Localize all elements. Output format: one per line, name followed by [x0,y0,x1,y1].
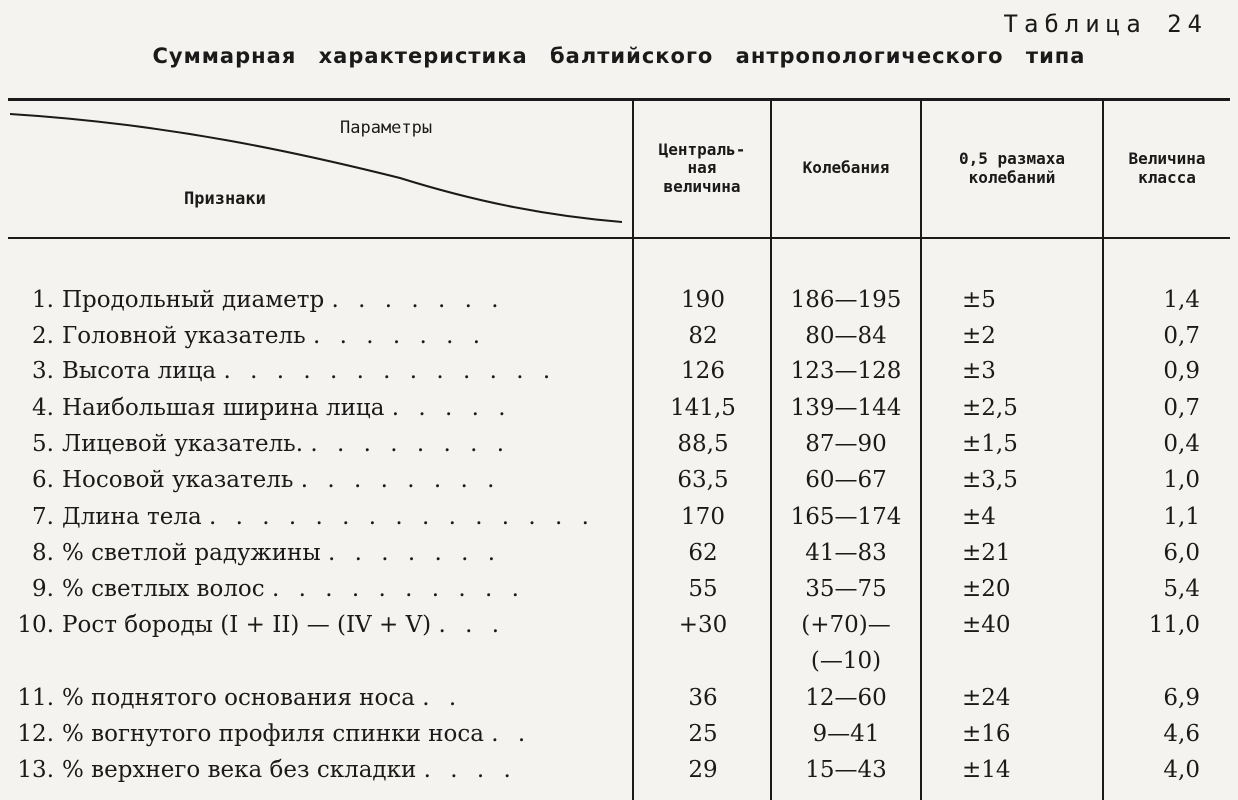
trait-name [62,282,632,318]
header-central-value: Централь- ная величина [658,139,746,196]
header-signs: Признаки [184,189,266,209]
trait-name [62,318,632,354]
class-size-value: 4,6 [1163,721,1200,747]
range-value: 87—90 [805,431,887,457]
trait-name [62,680,632,716]
leader-dots: . . . . . . . . . . . . . [223,358,557,384]
trait-name [62,752,632,788]
trait-label: Продольный диаметр [62,287,325,313]
trait-name [62,353,632,389]
trait-label: % поднятого основания носа [62,685,415,711]
row-number: 5. [32,431,54,457]
table-row [0,318,1238,354]
class-size-value: 0,9 [1163,358,1200,384]
class-size-value: 4,0 [1163,757,1200,783]
class-size-value: 1,4 [1163,287,1200,313]
central-value: 62 [688,540,718,566]
leader-dots: . . . . . . . . . . [271,576,525,602]
leader-dots: . . [491,721,532,747]
table-row [0,426,1238,462]
range-value: 186—195 [790,287,902,313]
trait-label: % верхнего века без складки [62,757,417,783]
half-range-value: ±1,5 [962,431,1018,457]
row-number: 8. [32,540,54,566]
range-value: 80—84 [805,323,887,349]
central-value: 29 [688,757,718,783]
class-size-value: 0,7 [1163,323,1200,349]
table-row [0,571,1238,607]
row-number: 2. [32,323,54,349]
central-value: 36 [688,685,718,711]
header-rule [8,237,1230,239]
row-number: 11. [17,685,54,711]
leader-dots: . . . . . . . . . . . . . . . [208,504,595,530]
header-diagonal-divider [10,108,622,226]
row-number: 9. [32,576,54,602]
half-range-value: ±2 [962,323,996,349]
half-range-value: ±3 [962,358,996,384]
table-row [0,680,1238,716]
header-half-range: 0,5 размаха колебаний [959,149,1065,187]
trait-name [62,390,632,426]
range-value: (+70)— [801,612,891,638]
leader-dots: . . . . . . . [328,540,502,566]
leader-dots: . . . . . . . . [310,431,511,457]
central-value: 63,5 [677,467,729,493]
row-number: 10. [17,612,54,638]
trait-name [62,462,632,498]
table-row [0,607,1238,674]
central-value: 88,5 [677,431,729,457]
trait-label: Длина тела [62,504,202,530]
trait-name [62,571,632,607]
half-range-value: ±20 [962,576,1011,602]
central-value: 55 [688,576,718,602]
header-class-size: Величина класса [1128,149,1206,187]
row-number: 6. [32,467,54,493]
central-value: +30 [678,612,728,638]
table-row [0,462,1238,498]
half-range-value: ±2,5 [962,395,1018,421]
table-row [0,752,1238,788]
table-row [0,353,1238,389]
leader-dots: . . [422,685,463,711]
class-size-value: 11,0 [1148,612,1200,638]
table-row [0,390,1238,426]
row-number: 3. [32,358,54,384]
trait-label: % светлых волос [62,576,265,602]
class-size-value: 5,4 [1163,576,1200,602]
range-value: 41—83 [805,540,887,566]
row-number: 4. [32,395,54,421]
trait-name [62,499,632,535]
row-number: 1. [32,287,54,313]
header-range: Колебания [802,158,890,178]
leader-dots: . . . . . . . . [300,467,501,493]
table-title: Суммарная характеристика балтийского антропологического типа [152,44,1086,68]
table-label: Таблица 24 [1003,10,1208,38]
trait-name [62,535,632,571]
central-value: 82 [688,323,718,349]
trait-label: Лицевой указатель. [62,431,304,457]
leader-dots: . . . . . . . [331,287,505,313]
trait-label: % вогнутого профиля спинки носа [62,721,484,747]
class-size-value: 0,7 [1163,395,1200,421]
range-value: 60—67 [805,467,887,493]
class-size-value: 1,1 [1163,504,1200,530]
table-row [0,535,1238,571]
leader-dots: . . . . . [391,395,512,421]
half-range-value: ±14 [962,757,1011,783]
trait-label: Головной указатель [62,323,306,349]
trait-name [62,426,632,462]
row-number: 7. [32,504,54,530]
range-value: 15—43 [805,757,887,783]
trait-name [62,716,632,752]
central-value: 190 [681,287,725,313]
header-parameters: Параметры [340,118,433,138]
range-value: 9—41 [812,721,880,747]
table-row [0,499,1238,535]
class-size-value: 6,9 [1163,685,1200,711]
central-value: 126 [681,358,725,384]
trait-label: Наибольшая ширина лица [62,395,385,421]
range-value: 35—75 [805,576,887,602]
class-size-value: 6,0 [1163,540,1200,566]
leader-dots: . . . [438,612,506,638]
trait-label: Высота лица [62,358,217,384]
trait-label: % светлой радужины [62,540,321,566]
leader-dots: . . . . . . . [312,323,487,349]
range-value: 165—174 [790,504,902,530]
table-row [0,716,1238,752]
half-range-value: ±16 [962,721,1011,747]
central-value: 25 [688,721,718,747]
half-range-value: ±40 [962,612,1011,638]
half-range-value: ±4 [962,504,996,530]
class-size-value: 1,0 [1163,467,1200,493]
half-range-value: ±3,5 [962,467,1018,493]
range-value: 12—60 [805,685,887,711]
half-range-value: ±21 [962,540,1011,566]
row-number: 12. [17,721,54,747]
half-range-value: ±24 [962,685,1011,711]
table-row [0,282,1238,318]
trait-label: Рост бороды (I + II) — (IV + V) [62,612,432,638]
range-value-continued: (—10) [810,648,882,674]
leader-dots: . . . . [423,757,517,783]
class-size-value: 0,4 [1163,431,1200,457]
central-value: 141,5 [670,395,736,421]
trait-label: Носовой указатель [62,467,294,493]
row-number: 13. [17,757,54,783]
trait-name [62,607,632,643]
central-value: 170 [681,504,725,530]
half-range-value: ±5 [962,287,996,313]
range-value: 123—128 [790,358,902,384]
range-value: 139—144 [790,395,902,421]
